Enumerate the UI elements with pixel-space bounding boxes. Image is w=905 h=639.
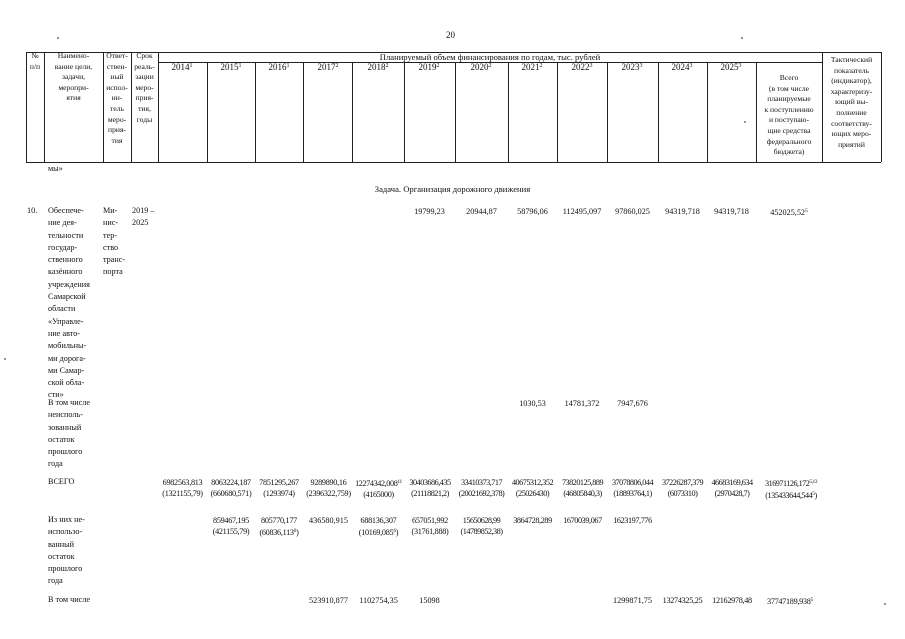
row-incl-unused-2023: 7947,676: [617, 399, 648, 408]
scan-speck: [884, 603, 886, 605]
row-10-name: Обеспече- ние дея- тельности государ- ственного казённого учреждения Самарской области «Управле- ние авто- мобильны- ми дорога- ми Самар- ской обла- сти»: [48, 206, 90, 400]
row-incl-bottom-total: 37747189,938$^5$: [767, 597, 813, 606]
row-10-2021: 58796,06: [517, 207, 548, 216]
scan-speck: [57, 37, 59, 39]
scan-speck: [744, 121, 746, 123]
row-incl-bottom-2018: 1102754,35: [359, 596, 398, 605]
row-unused-2019: 657051,992 (31761,888): [411, 516, 449, 536]
row-incl-unused-name: В том числе неисполь- зованный остаток прошлого года: [48, 398, 90, 469]
row-10-2020: 20944,87: [466, 207, 497, 216]
row-10-2019: 19799,23: [414, 207, 445, 216]
year-2025: 2025$^3$: [720, 62, 742, 72]
row-total-2016: 7851295,267 (1293974): [259, 478, 299, 498]
year-2016: 2016$^1$: [268, 62, 290, 72]
row-total-2019: 30403686,435 (21118821,2): [409, 478, 451, 498]
header-name-col: Наимено- вание цели, задачи, меропри- ятия: [54, 51, 93, 103]
row-10-total: 452025,52$^5$: [770, 208, 808, 217]
row-total-name: ВСЕГО: [48, 477, 75, 486]
header-funding-title: Планируемый объем финансирования по годам, тыс. рублей: [379, 52, 601, 62]
row-10-number: 10.: [27, 206, 38, 215]
page-number: 20: [446, 30, 455, 40]
header-executor-col: Ответ- ствен- ный испол- ни- тель меро- прия- тия: [106, 51, 128, 145]
header-number-col: № п/п: [29, 51, 41, 71]
row-10-term: 2019 – 2025: [132, 206, 155, 228]
row-10-2025: 94319,718: [714, 207, 749, 216]
row-unused-2017: 436580,915: [309, 516, 348, 525]
row-10-executor: Ми- нис- тер- ство транс- порта: [103, 206, 126, 277]
row-incl-bottom-name: В том числе: [48, 595, 90, 604]
row-unused-2015: 859467,195 (421155,79): [212, 516, 250, 536]
row-unused-2022: 1670039,067: [563, 516, 602, 525]
row-unused-2018: 688136,307 (10169,085$^6$): [358, 516, 399, 537]
row-incl-bottom-2019: 15098: [419, 596, 440, 605]
year-2021: 2021$^2$: [521, 62, 543, 72]
row-total-2023: 37078806,044 (18893764,1): [611, 478, 654, 498]
row-incl-unused-2022: 14781,372: [564, 399, 600, 408]
row-total-2024: 37226287,379 (6073310): [661, 478, 704, 498]
row-unused-2016: 805770,177 (60836,113$^6$): [259, 516, 299, 537]
scan-speck: [4, 358, 6, 360]
row-unused-2023: 1623197,776: [613, 516, 652, 525]
year-2020: 2020$^2$: [470, 62, 492, 72]
year-2022: 2022$^3$: [571, 62, 593, 72]
row-10-2024: 94319,718: [665, 207, 700, 216]
year-2014: 2014$^1$: [171, 62, 193, 72]
row-total-2020: 33410373,717 (20021692,378): [458, 478, 505, 498]
row-total-total: 316971126,172$^{5,13}$ (135433644,544$^5$): [765, 479, 817, 500]
year-2017: 2017$^2$: [317, 62, 339, 72]
header-term-col: Срок реаль- зации меро- прия- тия, годы: [134, 51, 155, 124]
year-2019: 2019$^2$: [418, 62, 440, 72]
row-total-2025: 46683169,634 (2970428,7): [711, 478, 753, 498]
row-incl-unused-2021: 1030,53: [519, 399, 546, 408]
row-unused-name: Из них не- использо- ванный остаток прошлого года: [48, 515, 85, 586]
year-2015: 2015$^1$: [220, 62, 242, 72]
scan-speck: [741, 37, 743, 39]
row-total-2017: 9289890,16 (2396322,759): [306, 478, 351, 498]
year-2023: 2023$^3$: [621, 62, 643, 72]
row-10-2023: 97860,025: [615, 207, 650, 216]
row-incl-bottom-2024: 13274325,25: [662, 596, 703, 605]
row-total-2018: 12274342,008$^{11}$ (4165000): [355, 479, 402, 499]
header-total-col: Всего (в том числе планируемые к поступлению и поступаю- щие средства федерального бюджета): [764, 73, 814, 157]
row-incl-bottom-2025: 12162978,48: [712, 596, 752, 605]
row-total-2015: 8063224,187 (660680,571): [210, 478, 252, 498]
year-2018: 2018$^2$: [367, 62, 389, 72]
row-incl-bottom-2017: 523910,877: [309, 596, 348, 605]
row-10-2022: 112495,097: [562, 207, 602, 216]
row-total-2014: 6982563,813 (1321155,79): [162, 478, 203, 498]
row-unused-2020: 15650628,99 (14789852,38): [460, 516, 503, 536]
row-unused-2021: 3864728,289: [513, 516, 552, 525]
header-indicator-col: Тактический показатель (индикатор), характеризу- ющий вы- полнение соответству- ющих меро- приятий: [830, 55, 873, 149]
row-total-2021: 40675312,352 (25026430): [511, 478, 554, 498]
year-2024: 2024$^3$: [671, 62, 693, 72]
row-incl-bottom-2023: 1299871,75: [613, 596, 652, 605]
carry-over-text: мы»: [48, 164, 63, 173]
task-title: Задача. Организация дорожного движения: [374, 184, 531, 194]
row-total-2022: 73820125,889 (46805840,3): [561, 478, 604, 498]
